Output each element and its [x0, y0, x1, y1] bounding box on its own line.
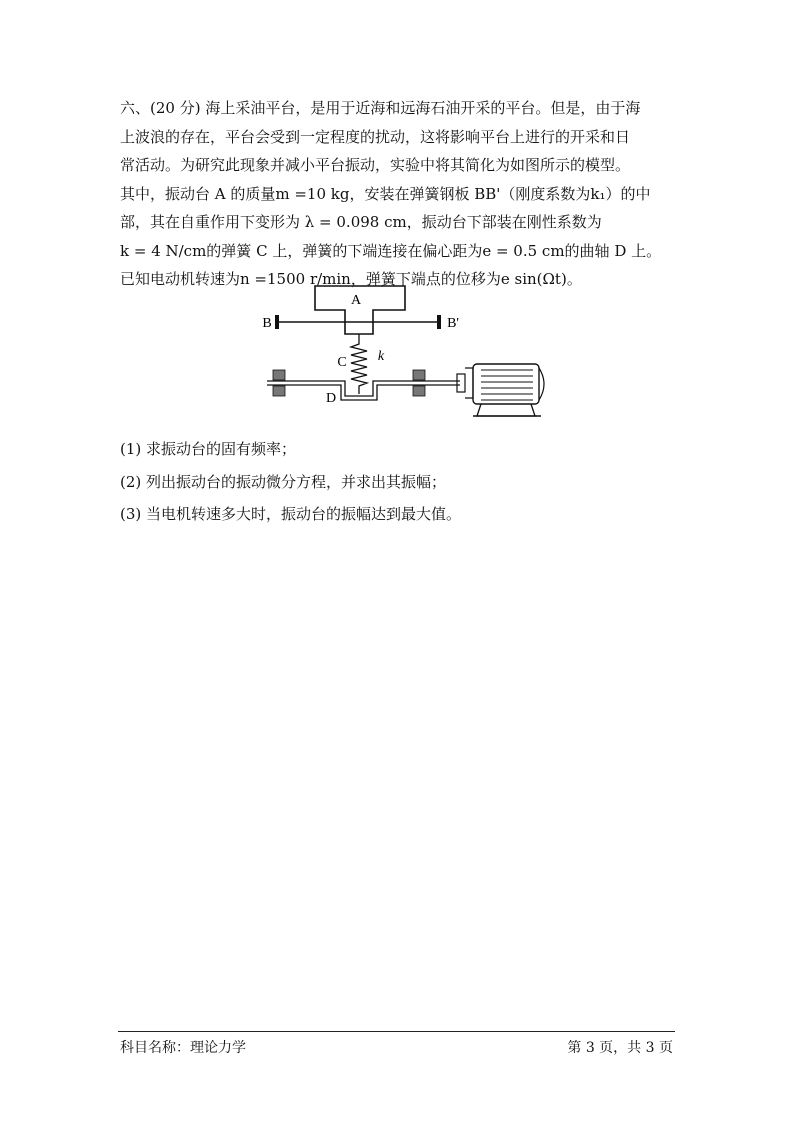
problem-line: 其中，振动台 A 的质量m =10 kg，安装在弹簧钢板 BB'（刚度系数为k₁）的中 — [120, 184, 651, 203]
spring-c — [351, 334, 367, 394]
question-1: (1) 求振动台的固有频率； — [120, 440, 297, 458]
bearing-right-bottom — [413, 386, 425, 396]
problem-line: k = 4 N/cm的弹簧 C 上，弹簧的下端连接在偏心距为e = 0.5 cm的曲轴 D 上。 — [120, 241, 662, 260]
problem-line: 部，其在自重作用下变形为 λ = 0.098 cm，振动台下部装在刚性系数为 — [120, 213, 602, 231]
vibration-table-diagram — [255, 282, 555, 422]
problem-line: 六、(20 分) 海上采油平台，是用于近海和远海石油开采的平台。但是，由于海 — [120, 99, 641, 117]
electric-motor — [457, 364, 544, 416]
plate-end-b — [275, 315, 279, 329]
bearing-left-top — [273, 370, 285, 380]
problem-line: 上波浪的存在，平台会受到一定程度的扰动，这将影响平台上进行的开采和日 — [120, 127, 631, 146]
subject-name: 科目名称：理论力学 — [120, 1040, 246, 1056]
page-number: 第 3 页，共 3 页 — [567, 1040, 673, 1056]
label-b: B — [262, 316, 272, 331]
question-3: (3) 当电机转速多大时，振动台的振幅达到最大值。 — [120, 505, 462, 523]
bearing-left-bottom — [273, 386, 285, 396]
problem-line: 常活动。为研究此现象并减小平台振动，实验中将其简化为如图所示的模型。 — [120, 156, 631, 174]
page-footer — [118, 1031, 675, 1056]
label-a: A — [350, 293, 362, 308]
label-d: D — [325, 391, 337, 406]
problem-line: 已知电动机转速为n =1500 r/min，弹簧下端点的位移为e sin(Ωt)。 — [120, 270, 582, 288]
crankshaft-d-bottom — [267, 385, 460, 400]
bearing-right-top — [413, 370, 425, 380]
label-b-prime: B' — [447, 316, 459, 331]
label-c: C — [337, 355, 347, 370]
problem-statement — [120, 94, 676, 294]
plate-end-b-prime — [437, 315, 441, 329]
crankshaft-d-top — [267, 381, 460, 396]
label-k: k — [377, 349, 385, 364]
question-2: (2) 列出振动台的振动微分方程，并求出其振幅； — [120, 473, 447, 491]
